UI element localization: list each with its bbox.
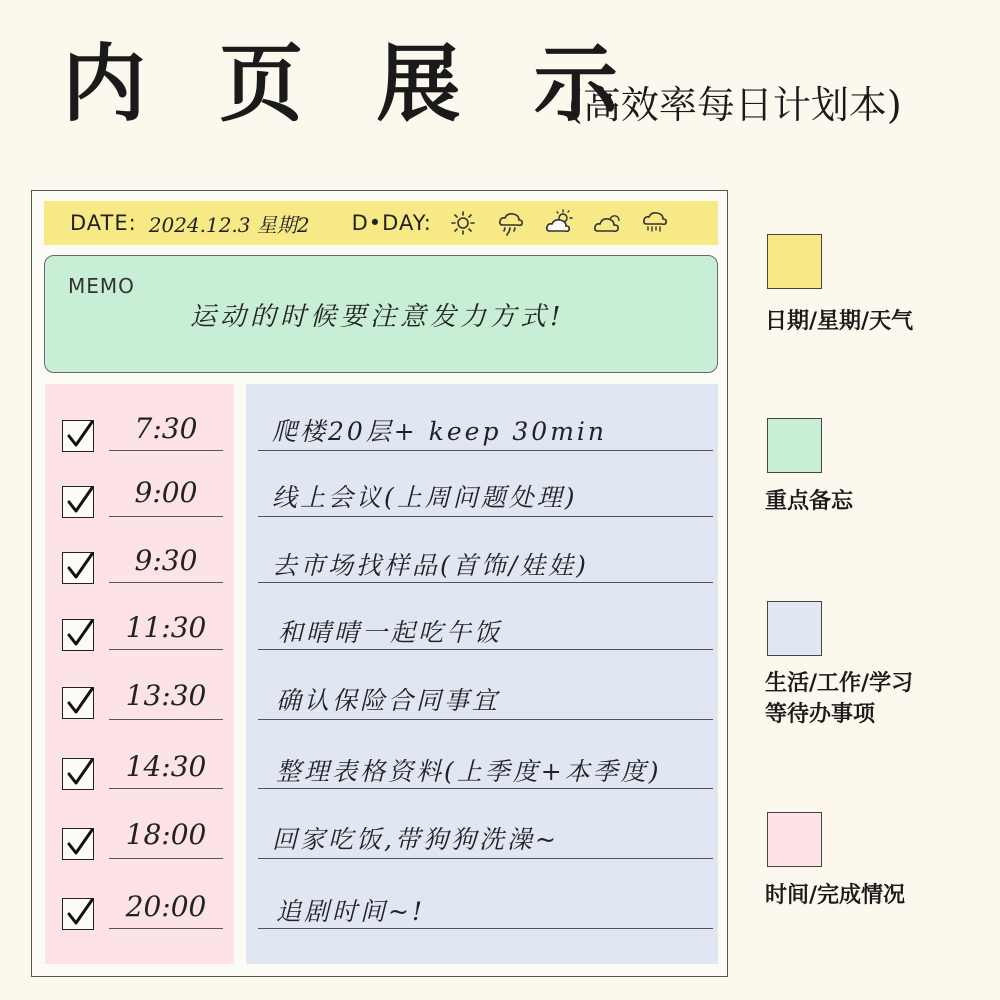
time-column xyxy=(45,384,234,964)
checkmark-icon xyxy=(65,485,95,517)
done-checkbox[interactable] xyxy=(62,898,94,930)
legend-swatch-date xyxy=(767,234,822,289)
task-text[interactable]: 线上会议(上周问题处理) xyxy=(272,483,578,512)
time-text[interactable]: 18:00 xyxy=(125,818,207,851)
date-bar xyxy=(44,201,718,245)
memo-text[interactable]: 运动的时候要注意发力方式! xyxy=(190,302,565,332)
date-value: 2024.12.3 星期2 xyxy=(148,212,310,237)
time-text[interactable]: 9:30 xyxy=(134,544,198,577)
task-text[interactable]: 爬楼20层+ keep 30min xyxy=(272,417,608,446)
task-underline xyxy=(258,928,713,929)
time-underline xyxy=(109,719,223,720)
cloudy-icon[interactable] xyxy=(592,209,622,237)
done-checkbox[interactable] xyxy=(62,552,94,584)
rain-cloud-icon[interactable] xyxy=(496,209,526,237)
task-underline xyxy=(258,516,713,517)
checkmark-icon xyxy=(65,686,95,718)
checkmark-icon xyxy=(65,897,95,929)
legend-label-memo: 重点备忘 xyxy=(765,489,854,514)
sun-icon[interactable] xyxy=(448,209,478,237)
time-underline xyxy=(109,450,223,451)
done-checkbox[interactable] xyxy=(62,687,94,719)
time-text[interactable]: 14:30 xyxy=(125,750,207,783)
dday-label: D•DAY: xyxy=(351,211,432,235)
task-text[interactable]: 和晴晴一起吃午饭 xyxy=(278,618,503,647)
legend-swatch-tasks xyxy=(767,601,822,656)
page-title: 内 页 展 示 xyxy=(62,34,640,133)
checkmark-icon xyxy=(65,419,95,451)
task-text[interactable]: 确认保险合同事宜 xyxy=(276,686,501,715)
weather-icons xyxy=(448,209,670,237)
legend-swatch-time xyxy=(767,812,822,867)
memo-box[interactable] xyxy=(44,255,718,373)
task-text[interactable]: 去市场找样品(首饰/娃娃) xyxy=(272,551,589,580)
task-text[interactable]: 追剧时间~! xyxy=(276,897,425,926)
time-text[interactable]: 7:30 xyxy=(134,412,198,445)
time-underline xyxy=(109,858,223,859)
time-underline xyxy=(109,649,223,650)
task-text[interactable]: 整理表格资料(上季度+本季度) xyxy=(276,757,662,786)
task-underline xyxy=(258,649,713,650)
task-underline xyxy=(258,582,713,583)
done-checkbox[interactable] xyxy=(62,758,94,790)
memo-label: MEMO xyxy=(68,274,135,298)
legend-label-date: 日期/星期/天气 xyxy=(765,309,914,334)
checkmark-icon xyxy=(65,618,95,650)
checkmark-icon xyxy=(65,827,95,859)
done-checkbox[interactable] xyxy=(62,828,94,860)
task-underline xyxy=(258,788,713,789)
time-underline xyxy=(109,788,223,789)
done-checkbox[interactable] xyxy=(62,420,94,452)
time-text[interactable]: 13:30 xyxy=(125,679,207,712)
checkmark-icon xyxy=(65,757,95,789)
time-text[interactable]: 11:30 xyxy=(125,611,207,644)
time-text[interactable]: 9:00 xyxy=(134,476,198,509)
task-underline xyxy=(258,858,713,859)
time-underline xyxy=(109,582,223,583)
sun-behind-cloud-icon[interactable] xyxy=(544,209,574,237)
legend-swatch-memo xyxy=(767,418,822,473)
time-underline xyxy=(109,516,223,517)
checkmark-icon xyxy=(65,551,95,583)
task-underline xyxy=(258,719,713,720)
drizzle-icon[interactable] xyxy=(640,209,670,237)
done-checkbox[interactable] xyxy=(62,486,94,518)
time-underline xyxy=(109,928,223,929)
done-checkbox[interactable] xyxy=(62,619,94,651)
task-text[interactable]: 回家吃饭,带狗狗洗澡~ xyxy=(272,825,559,854)
planner-page xyxy=(31,190,728,977)
task-column xyxy=(246,384,718,964)
legend-label-tasks: 生活/工作/学习 等待办事项 xyxy=(765,671,914,727)
page-subtitle: (高效率每日计划本) xyxy=(568,83,902,127)
date-label: DATE: xyxy=(70,211,137,235)
legend-label-time: 时间/完成情况 xyxy=(765,883,906,908)
time-text[interactable]: 20:00 xyxy=(125,890,207,923)
task-underline xyxy=(258,450,713,451)
